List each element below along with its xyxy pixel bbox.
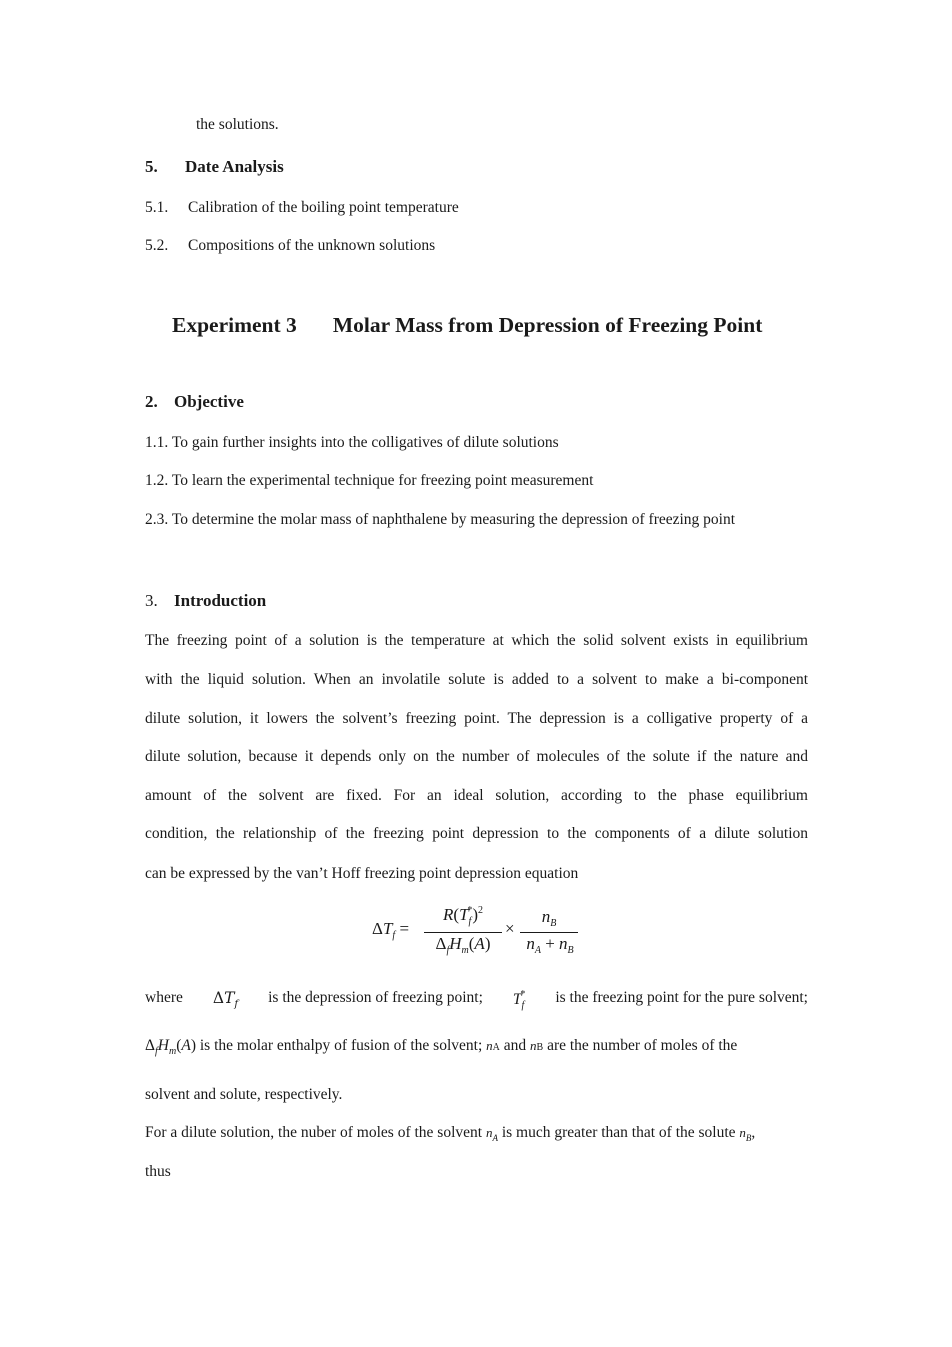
objective-item: 1.1. To gain further insights into the colligatives of dilute solutions <box>145 434 559 451</box>
paragraph-line: condition, the relationship of the freezing point depression to the components of a dilute solution <box>145 825 808 842</box>
objective-item: 1.2. To learn the experimental technique for freezing point measurement <box>145 472 594 489</box>
where-line-3: solvent and solute, respectively. <box>145 1086 343 1103</box>
paragraph-line: with the liquid solution. When an involatile solute is added to a solvent to make a bi-component <box>145 671 808 688</box>
section-title: Date Analysis <box>185 157 284 176</box>
vant-hoff-equation: $\Delta T_f$ = $R(T_f^*)^2$ $\Delta_fH_m(A)$ × $n_B$ $n_A + n_B$ <box>370 903 585 961</box>
thus-text: thus <box>145 1163 171 1180</box>
section-number: 5. <box>145 157 158 176</box>
dilute-line: For a dilute solution, the nuber of moles of the solvent $n_A$ is much greater than that of the solute $n_B$, <box>145 1124 756 1143</box>
paragraph-line: amount of the solvent are fixed. For an ideal solution, according to the phase equilibrium <box>145 787 808 804</box>
experiment-title <box>172 313 762 338</box>
paragraph-line: can be expressed by the van’t Hoff freezing point depression equation <box>145 865 579 882</box>
objective-heading: 2. Objective <box>145 392 244 411</box>
paragraph-line: dilute solution, because it depends only on the number of molecules of the solute if the nature and <box>145 748 808 765</box>
paragraph-line: The freezing point of a solution is the temperature at which the solid solvent exists in equilibrium <box>145 632 808 649</box>
continued-text: the solutions. <box>196 116 279 133</box>
objective-item: 2.3. To determine the molar mass of naphthalene by measuring the depression of freezing point <box>145 511 736 528</box>
experiment-label: Experiment 3 <box>172 313 297 337</box>
section-5-heading <box>145 157 284 177</box>
paragraph-line: dilute solution, it lowers the solvent’s freezing point. The depression is a colligative property of a <box>145 710 808 727</box>
list-item: 5.2. Compositions of the unknown solutions <box>145 237 436 254</box>
where-line-1: where $\Delta T_f$ is the depression of freezing point; $T_f^*$ is the freezing point for the pure solvent; <box>145 989 808 1011</box>
where-line-2: $\Delta_fH_m(A)$ is the molar enthalpy of fusion of the solvent; nA and nB are the number of moles of the <box>145 1037 738 1057</box>
list-item: 5.1. Calibration of the boiling point temperature <box>145 199 459 216</box>
experiment-name: Molar Mass from Depression of Freezing Point <box>332 313 763 337</box>
introduction-heading: 3. Introduction <box>145 591 267 610</box>
